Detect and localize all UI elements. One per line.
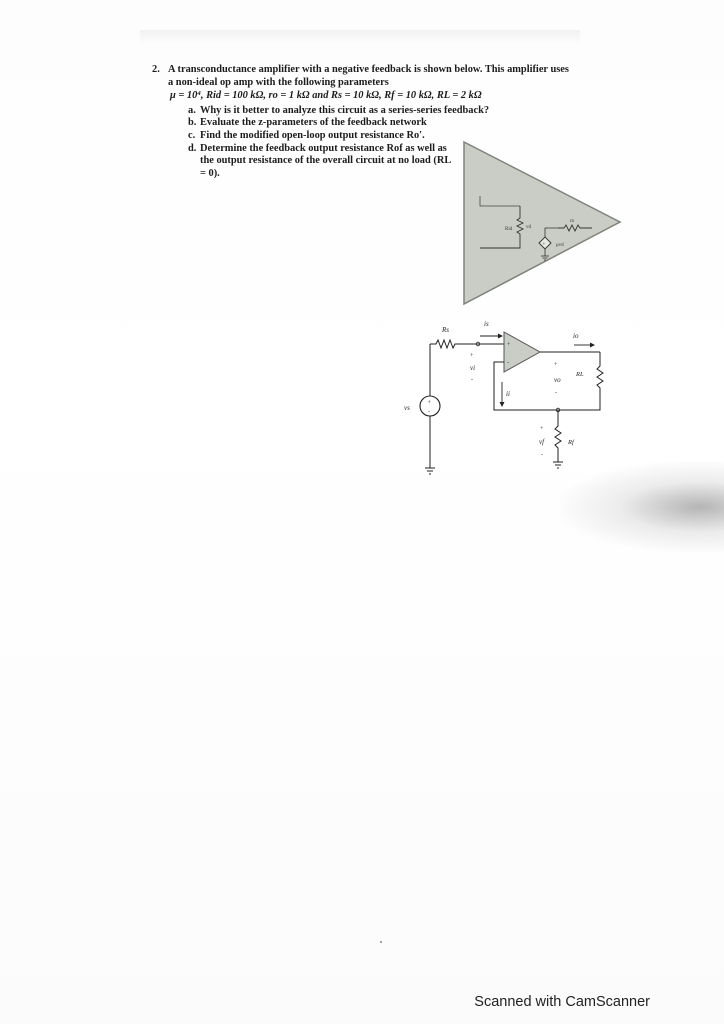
problem-number: 2. xyxy=(152,64,160,75)
vi-plus: + xyxy=(470,353,474,359)
rid-label: Rid xyxy=(505,227,513,232)
opamp-plus: + xyxy=(507,342,511,348)
problem-statement xyxy=(152,64,572,89)
vf-minus: - xyxy=(541,452,543,458)
vi-label: vi xyxy=(470,364,476,372)
scan-shadow-top xyxy=(140,30,580,44)
part-text: Why is it better to analyze this circuit as a series-series feedback? xyxy=(200,104,490,116)
part-letter: c. xyxy=(188,129,196,141)
part-text: Determine the feedback output resistance Rof as well as the output resistance of the overall circuit at no load (RL = 0). xyxy=(200,142,451,179)
is-label: is xyxy=(484,320,489,328)
vo-label: vo xyxy=(554,376,561,384)
rs-resistor xyxy=(430,340,466,348)
vf-plus: + xyxy=(540,426,544,432)
rs-label: Rs xyxy=(442,326,449,334)
rf-label: Rf xyxy=(568,439,574,446)
vo-plus: + xyxy=(554,362,558,368)
ii-label: ii xyxy=(506,390,510,398)
rl-label: RL xyxy=(576,371,584,378)
io-label: io xyxy=(573,332,579,340)
ii-arrowhead xyxy=(500,402,505,407)
part-text: Find the modified open-loop output resistance Ro′. xyxy=(200,129,425,141)
io-arrowhead xyxy=(590,343,595,348)
scan-shadow-right xyxy=(560,462,724,552)
scanner-watermark: Scanned with CamScanner xyxy=(474,994,650,1010)
part-letter: a. xyxy=(188,104,196,116)
part-text: Evaluate the z-parameters of the feedback network xyxy=(200,117,427,129)
voltage-source xyxy=(420,396,440,416)
rl-resistor xyxy=(597,352,603,402)
opamp-triangle xyxy=(464,142,620,304)
rf-resistor xyxy=(555,410,561,462)
source-plus: + xyxy=(427,400,431,406)
opamp-minus: - xyxy=(507,360,509,366)
vo-minus: - xyxy=(555,390,557,396)
vs-label: vs xyxy=(404,404,410,412)
part-letter: d. xyxy=(188,142,197,154)
problem-parameters: μ = 10⁴, Rid = 100 kΩ, ro = 1 kΩ and Rs = 10 kΩ, Rf = 10 kΩ, RL = 2 kΩ xyxy=(170,90,482,102)
opamp-triangle xyxy=(504,332,540,372)
mu-vd-label: μvd xyxy=(556,243,564,248)
part-b xyxy=(188,117,572,130)
opamp-model-diagram xyxy=(462,140,622,306)
opamp-model-svg xyxy=(462,140,622,306)
rl-return-wire xyxy=(558,402,600,410)
problem-text: A transconductance amplifier with a negative feedback is shown below. This amplifier uses a non-ideal op amp with the following parameters xyxy=(168,64,569,88)
ro-label: ro xyxy=(570,219,575,224)
scan-speck xyxy=(380,941,382,943)
part-a xyxy=(188,105,572,118)
vf-label: vf xyxy=(539,438,545,446)
vi-minus: - xyxy=(471,377,473,383)
source-minus: - xyxy=(428,409,430,415)
is-arrowhead xyxy=(498,334,503,339)
vd-label: vd xyxy=(526,225,531,230)
source-polarity: + xyxy=(542,242,546,247)
part-letter: b. xyxy=(188,117,197,129)
